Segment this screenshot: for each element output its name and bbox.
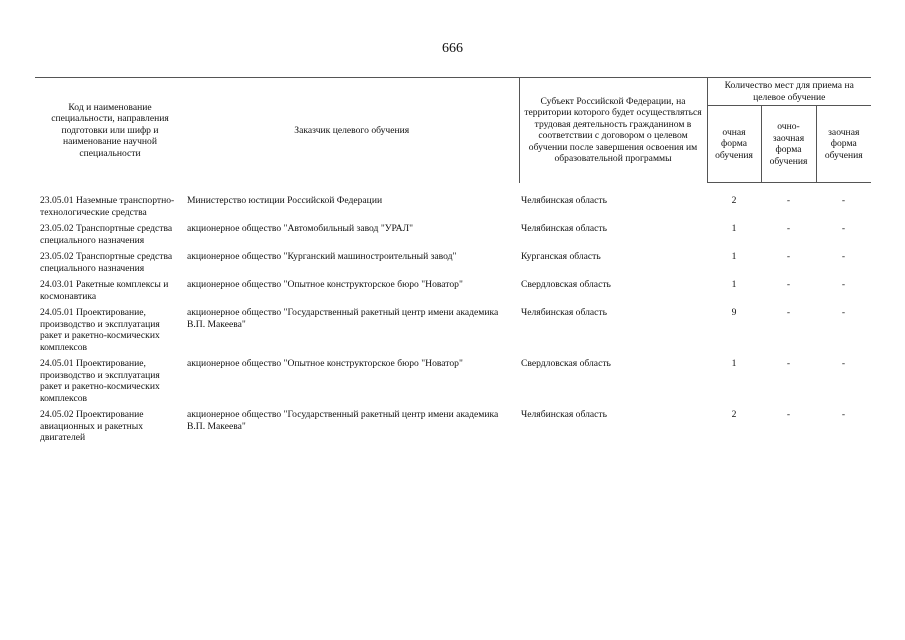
specialty-cell: 24.05.01 Проектирование, производство и эксплуатация ракет и ракетно-космических комплексов — [40, 358, 160, 404]
full-time-cell: 2 — [731, 195, 737, 206]
full-time-cell: 1 — [731, 223, 737, 234]
table-row — [35, 409, 871, 449]
table-header — [35, 78, 871, 183]
header-specialty: Код и наименование специальности, направления подготовки или шифр и наименование научной специальности — [35, 78, 185, 183]
header-part-time: очно-заочная форма обучения — [761, 106, 816, 183]
specialty-cell: 23.05.02 Транспортные средства специального назначения — [40, 223, 173, 246]
customer-cell: акционерное общество "Опытное конструкторское бюро "Новатор" — [187, 358, 463, 369]
table-body — [35, 183, 871, 449]
customer-cell: акционерное общество "Опытное конструкторское бюро "Новатор" — [187, 279, 463, 290]
full-time-cell: 1 — [731, 358, 737, 369]
full-time-cell: 2 — [731, 409, 737, 420]
part-time-cell: - — [786, 279, 791, 290]
header-places-group: Количество мест для приема на целевое обучение — [707, 78, 871, 106]
specialty-cell: 24.05.02 Проектирование авиационных и ракетных двигателей — [40, 409, 144, 443]
region-cell: Челябинская область — [521, 409, 607, 420]
header-customer: Заказчик целевого обучения — [185, 78, 519, 183]
table-row — [35, 223, 871, 251]
part-time-cell: - — [786, 409, 791, 420]
full-time-cell: 9 — [731, 307, 737, 318]
part-time-cell: - — [786, 251, 791, 262]
customer-cell: акционерное общество "Государственный ракетный центр имени академика В.П. Макеева" — [187, 307, 499, 330]
customer-cell: акционерное общество "Автомобильный завод "УРАЛ" — [187, 223, 414, 234]
distance-cell: - — [841, 251, 846, 262]
header-full-time: очная форма обучения — [707, 106, 761, 183]
customer-cell: акционерное общество "Государственный ракетный центр имени академика В.П. Макеева" — [187, 409, 499, 432]
part-time-cell: - — [786, 307, 791, 318]
specialty-cell: 24.05.01 Проектирование, производство и эксплуатация ракет и ракетно-космических комплексов — [40, 307, 160, 353]
full-time-cell: 1 — [731, 279, 737, 290]
specialty-cell: 23.05.01 Наземные транспортно-технологические средства — [40, 195, 175, 218]
page-number: 666 — [442, 41, 463, 56]
distance-cell: - — [841, 307, 846, 318]
region-cell: Курганская область — [521, 251, 601, 262]
table-row — [35, 251, 871, 279]
region-cell: Челябинская область — [521, 307, 607, 318]
admission-quota-table — [35, 77, 871, 449]
distance-cell: - — [841, 409, 846, 420]
region-cell: Свердловская область — [521, 358, 611, 369]
region-cell: Челябинская область — [521, 195, 607, 206]
table-row — [35, 307, 871, 358]
table-row — [35, 195, 871, 223]
specialty-cell: 24.03.01 Ракетные комплексы и космонавтика — [40, 279, 169, 302]
header-distance: заочная форма обучения — [816, 106, 871, 183]
distance-cell: - — [841, 195, 846, 206]
part-time-cell: - — [786, 223, 791, 234]
table-row — [35, 358, 871, 409]
customer-cell: Министерство юстиции Российской Федерации — [187, 195, 383, 206]
distance-cell: - — [841, 358, 846, 369]
customer-cell: акционерное общество "Курганский машиностроительный завод" — [187, 251, 457, 262]
full-time-cell: 1 — [731, 251, 737, 262]
distance-cell: - — [841, 279, 846, 290]
region-cell: Свердловская область — [521, 279, 611, 290]
distance-cell: - — [841, 223, 846, 234]
specialty-cell: 23.05.02 Транспортные средства специального назначения — [40, 251, 173, 274]
part-time-cell: - — [786, 195, 791, 206]
region-cell: Челябинская область — [521, 223, 607, 234]
table-row — [35, 279, 871, 307]
header-region: Субъект Российской Федерации, на территории которого будет осуществляться трудовая деятельность гражданином в соответствии с договором о целевом обучении после завершения освоения им образовательной программы — [519, 78, 707, 183]
part-time-cell: - — [786, 358, 791, 369]
